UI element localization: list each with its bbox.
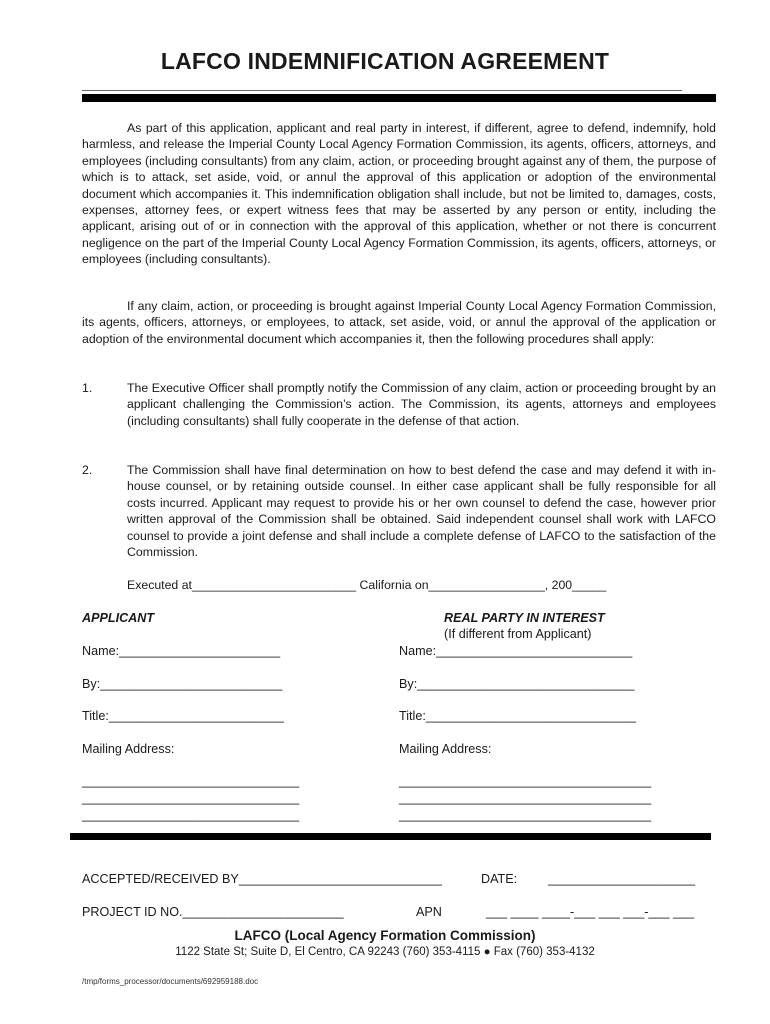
real-party-title-field[interactable]: Title:______________________________	[399, 709, 636, 723]
applicant-address-line-1[interactable]: _______________________________	[82, 774, 300, 788]
item-1-text: The Executive Officer shall promptly notify the Commission of any claim, action or proceeding brought by an applicant challenging the Commission’s action. The Commission, its agents, attorneys and employees (including consultants) shall fully cooperate in the defense of that action.	[127, 381, 716, 428]
project-id-field[interactable]: PROJECT ID NO._______________________	[82, 905, 344, 919]
applicant-address-line-3[interactable]: _______________________________	[82, 808, 300, 822]
real-party-address-line-1[interactable]: ____________________________________	[399, 774, 652, 788]
real-party-address-line-2[interactable]: ____________________________________	[399, 791, 652, 805]
real-party-note: (If different from Applicant)	[444, 627, 592, 641]
real-party-by-field[interactable]: By:_______________________________	[399, 677, 635, 691]
applicant-title-field[interactable]: Title:_________________________	[82, 709, 284, 723]
applicant-mailing-label: Mailing Address:	[82, 742, 175, 756]
date-field[interactable]: _____________________	[548, 872, 696, 886]
executed-line[interactable]: Executed at________________________ California on_________________, 200_____	[127, 578, 607, 592]
applicant-address-line-2[interactable]: _______________________________	[82, 791, 300, 805]
real-party-mailing-label: Mailing Address:	[399, 742, 492, 756]
applicant-heading: APPLICANT	[82, 611, 155, 625]
apn-label: APN	[416, 905, 442, 919]
title-thick-rule	[82, 94, 716, 102]
document-title: LAFCO INDEMNIFICATION AGREEMENT	[160, 48, 610, 74]
applicant-name-field[interactable]: Name:_______________________	[82, 644, 281, 658]
real-party-name-field[interactable]: Name:____________________________	[399, 644, 633, 658]
applicant-by-field[interactable]: By:__________________________	[82, 677, 283, 691]
accepted-received-field[interactable]: ACCEPTED/RECEIVED BY_____________________________	[82, 872, 442, 886]
procedure-paragraph: If any claim, action, or proceeding is brought against Imperial County Local Agency Formation Commission, its agents, officers, attorneys, or employees, to attack, set aside, void, or annul the approval of the application or adoption of the environmental document which accompanies it, then the following procedures shall apply:	[82, 299, 716, 346]
indemnification-paragraph: As part of this application, applicant and real party in interest, if different, agree to defend, indemnify, hold harmless, and release the Imperial County Local Agency Formation Commission, its agents, officers, attorneys, and employees (including consultants) from any claim, action, or proceeding brought against any of them, the purpose of which is to attack, set aside, void, or annul the approval of this application or adoption of the environmental document which accompanies it. This indemnification obligation shall include, but not be limited to, damages, costs, expenses, attorney fees, or expert witness fees that may be asserted by any person or entity, including the applicant, arising out of or in connection with the approval of this application, whether or not there is concurrent negligence on the part of the Imperial County Local Agency Formation Commission, its agents, officers, attorneys, or employees (including consultants).	[82, 121, 716, 267]
document-file-path: /tmp/forms_processor/documents/692959188.doc	[82, 977, 259, 986]
item-2-number: 2.	[82, 463, 93, 477]
date-label: DATE:	[481, 872, 518, 886]
item-2-text: The Commission shall have final determination on how to best defend the case and may defend it with in-house counsel, or by retaining outside counsel. In either case applicant shall be fully responsible for all costs incurred. Applicant may request to provide his or her own counsel to defend the case, however prior written approval of the Commission shall be obtained. Said independent counsel shall work with LAFCO counsel to provide a joint defense and shall include a complete defense of LAFCO to the satisfaction of the Commission.	[127, 463, 716, 560]
apn-field[interactable]: ___ ____ ____-___ ___ ___-___ ___	[486, 905, 694, 919]
real-party-heading: REAL PARTY IN INTEREST	[444, 611, 605, 625]
title-thin-rule	[82, 90, 682, 91]
footer-address: 1122 State St; Suite D, El Centro, CA 92243 (760) 353-4115 ● Fax (760) 353-4132	[175, 946, 595, 958]
item-1-number: 1.	[82, 381, 93, 395]
real-party-address-line-3[interactable]: ____________________________________	[399, 808, 652, 822]
footer-org-name: LAFCO (Local Agency Formation Commission)	[234, 928, 536, 943]
section-divider	[70, 833, 711, 840]
